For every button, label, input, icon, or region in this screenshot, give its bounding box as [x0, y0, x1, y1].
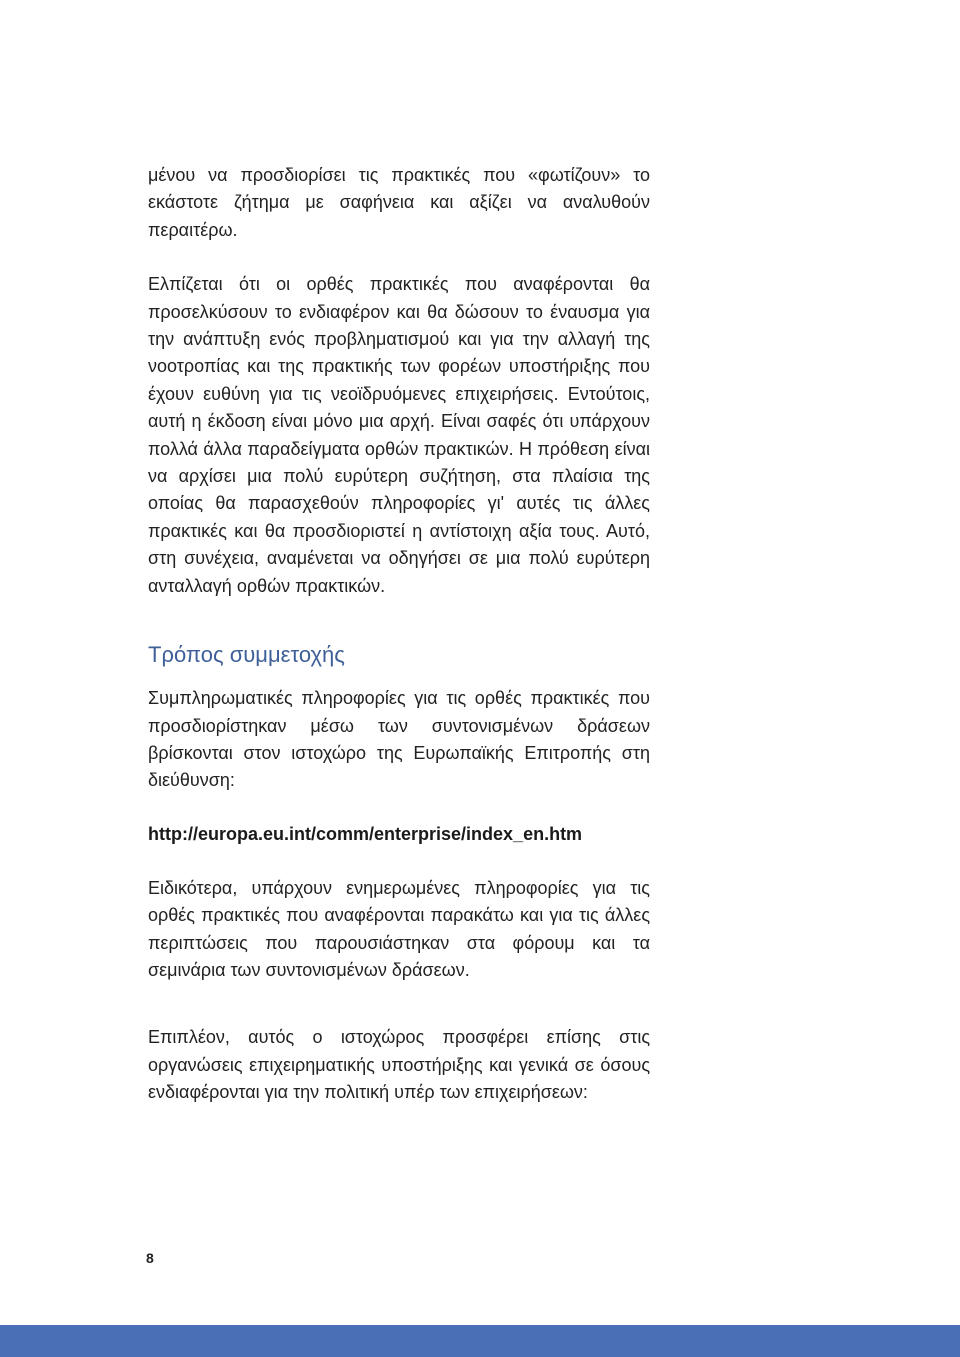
paragraph-specifically: Ειδικότερα, υπάρχουν ενημερωμένες πληροφορίες για τις ορθές πρακτικές που αναφέρονται παρακάτω και για τις άλλες περιπτώσεις που παρουσιάστηκαν στα φόρουμ και τα σεμινάρια των συντονισμένων δράσεων. — [148, 877, 650, 980]
footer-bar — [0, 1325, 960, 1357]
paragraph-hope: Ελπίζεται ότι οι ορθές πρακτικές που αναφέρονται θα προσελκύσουν το ενδιαφέρον και θα δώσουν το έναυσμα για την ανάπτυξη ενός προβληματισμού και για την αλλαγή της νοοτροπίας και της πρακτικής των φορέων υποστήριξης που έχουν ευθύνη για τις νεοϊδρυόμενες επιχειρήσεις. Εντούτοις, αυτή η έκδοση είναι μόνο μια αρχή. Είναι σαφές ότι υπάρχουν πολλά άλλα παραδείγματα ορθών πρακτικών. Η πρόθεση είναι να αρχίσει μια πολύ ευρύτερη συζήτηση, στα πλαίσια της οποίας θα παρασχεθούν πληροφορίες γι' αυτές τις άλλες πρακτικές και θα προσδιοριστεί η αντίστοιχη αξία τους. Αυτό, στη συνέχεια, αναμένεται να οδηγήσει σε μια πολύ ευρύτερη ανταλλαγή ορθών πρακτικών. — [148, 274, 650, 596]
website-url: http://europa.eu.int/comm/enterprise/index_en.htm — [148, 823, 583, 844]
section-heading: Τρόπος συμμετοχής — [148, 642, 345, 668]
page-number: 8 — [146, 1250, 154, 1266]
paragraph-furthermore: Επιπλέον, αυτός ο ιστοχώρος προσφέρει επίσης στις οργανώσεις επιχειρηματικής υποστήριξης και γενικά σε όσους ενδιαφέρονται για την πολιτική υπέρ των επιχειρήσεων: — [148, 1027, 650, 1103]
paragraph-continuation: μένου να προσδιορίσει τις πρακτικές που «φωτίζουν» το εκάστοτε ζήτημα με σαφήνεια και αξίζει να αναλυθούν περαιτέρω. — [148, 165, 650, 240]
paragraph-supplementary-info: Συμπληρωματικές πληροφορίες για τις ορθές πρακτικές που προσδιορίστηκαν μέσω των συντονισμένων δράσεων βρίσκονται στον ιστοχώρο της Ευρωπαϊκής Επιτροπής στη διεύθυνση: — [148, 688, 650, 791]
text-column — [148, 162, 650, 1107]
